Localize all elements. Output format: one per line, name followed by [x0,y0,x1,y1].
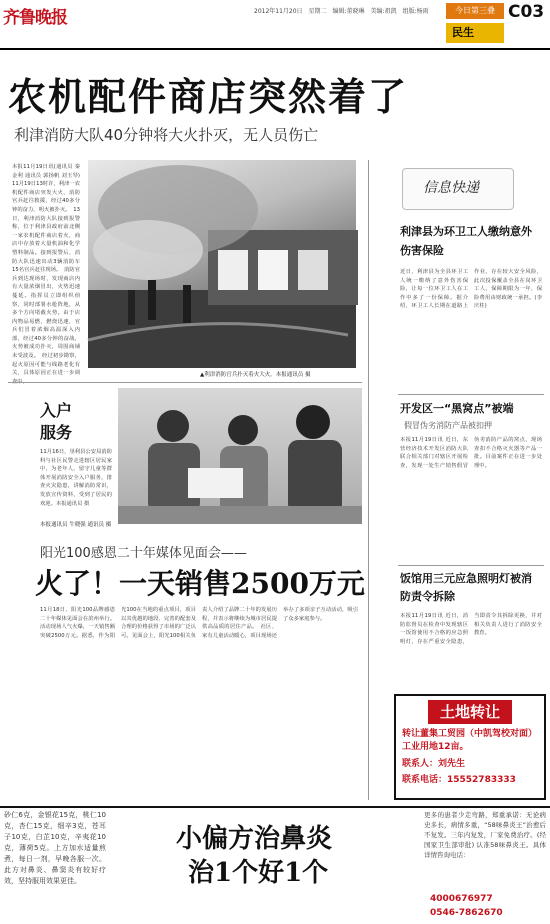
sidebar-item1-body: 近日，利津县为全县环卫工人统一缴纳了意外伤害保险，让每一位环卫工人在工作中多了一份保障。据介绍，环卫工人长期在道路上作业，存在较大安全风险，此次投保覆盖全县在岗环卫工人，保障期限为一年，保险费用由财政统一承担。(李庆柱) [400,269,542,310]
entry-photo [118,388,362,524]
bottom-rule [0,806,550,808]
dateline: 2012年11月20日 星期二 编辑:董晓琳 美编:祖凯 组版:杨雨 [254,8,429,15]
media-kicker: 阳光100感恩二十年媒体见面会—— [40,546,247,561]
ad-phone: 联系电话：15552783333 [402,775,516,785]
sidebar-divider-2 [398,565,544,566]
media-body: 11月18日，阳光100品牌感恩二十年媒体见面会在滨州举行。活动现场人气火爆，一天销售额突破2500万元。据悉，作为阳光100在当地的重点项目，项目以其优越的地段、完善的配套及合理的价格获得了市场的广泛认可。见面会上，阳光100相关负责人介绍了品牌二十年的发展历程，并表示将继续为城市居民提供高品质的居住产品。 社区、家有儿童活动暖心，项目现场还举办了多项亲子互动活动，吸引了众多家庭参与。 [40,607,358,639]
header-rule [0,48,550,50]
sidebar-item2-body: 本报11月19日讯 近日，东营经济技术开发区消防大队联合相关部门对辖区开展检查，发现一处生产销售假冒伪劣消防产品的窝点，现场查扣不合格灭火器等产品一批。目前案件正在进一步处理中。 [400,437,542,469]
today-label: 今日第三叠 [446,3,504,19]
badge-label: 信息快递 [423,180,479,196]
bottom-phone-1: 4000676977 [430,894,493,904]
sidebar-item2-sub: 假冒伪劣消防产品被扣押 [404,421,492,430]
sidebar-item3-title: 饭馆用三元应急照明灯被消防责令拆除 [400,572,532,603]
land-transfer-ad [394,694,546,800]
section-divider [8,382,362,383]
lead-subhead: 利津消防大队40分钟将大火扑灭，无人员伤亡 [14,126,319,144]
sidebar-item2-title: 开发区一“黑窝点”被端 [400,402,514,415]
fire-scene-drawing [88,160,356,368]
fire-photo-caption: ▲利津消防官兵扑灭着火大火。本报通讯员 摄 [200,372,311,378]
bottom-right-body: 更多的患者少走弯路，郑重承诺：无论病史多长，病情多重，“58味鼻炎王”治愈后不复发。三年内复发，厂家免费治疗。(经国家卫生部审批) 认准58味鼻炎王。具体详情咨询电话： [424,811,546,859]
sidebar-item3-body: 本报11月19日讯 近日，消防监督员在检查中发现辖区一饭馆使用不合格的应急照明灯，存在严重安全隐患，当即责令其拆除更换，并对相关负责人进行了消防安全教育。 [400,613,542,645]
news-express-badge [402,168,514,210]
ad-contact: 联系人：刘先生 [402,759,466,769]
entry-label: 入户服务 [40,401,73,442]
ad-title: 土地转让 [428,700,512,724]
entry-scene-drawing [118,388,362,524]
masthead-logo: 齐鲁晚报 [3,8,67,28]
entry-body: 11月16日，垦利县公安局消防科与社区民警走进辖区居民家中，为老年人、留守儿童等群体开展消防安全入户服务，排查火灾隐患，讲解消防常识，发放宣传资料，受到了居民的欢迎。本报通讯员 摄 [40,449,112,507]
section-label: 民生 [446,23,504,43]
entry-caption: 本报通讯员 牛晓强 通讯员 摄 [40,522,112,528]
lead-headline: 农机配件商店突然着了 [8,74,409,119]
page-number: C03 [508,2,545,22]
bottom-headline-1: 小偏方治鼻炎 [176,824,333,854]
page-header [0,0,550,46]
sidebar-item1-title: 利津县为环卫工人缴纳意外伤害保险 [400,225,532,257]
ad-line1: 转让董集工贸园（中凯驾校对面）工业用地12亩。 [402,729,538,752]
bottom-left-body: 砂仁6克，金银花15克，桃仁10克，杏仁15克，细辛3克，苍耳子10克，白芷10克，辛夷花10克，薄荷5克。上方加水适量煎煮，每日一剂，早晚各服一次。此方对鼻炎、鼻窦炎有较好疗效，坚持服用效果更佳。 [4,811,106,885]
bottom-phone-2: 0546-7862670 [430,908,503,918]
bottom-headline-2: 治1个好1个 [188,858,329,888]
fire-photo [88,160,356,368]
column-divider [368,160,369,800]
lead-body: 本报11月19日讯(通讯员 秦金利 通讯员 郭扬帆 刘玉琴) 11月19日13时许，利津一农机配件商店突发大火，消防官兵赶往救援，经过40多分钟的奋力，明火被扑灭。 13日，利津消防大队接到报警称，位于利津县政府前北侧一家农机配件商店着火，商店中存放着大量机油和化学塑料制品。接到报警后，消防大队迅速出动3辆消防车15名官兵赶往现场。 消防官兵到达现场时，发现商店内有大量浓烟冒出，火势迅速蔓延。指挥员立即组织侦察，同时部署水枪阵地，从多个方向堵截火势。由于店内物品易燃，燃烧迅速，官兵们冒着浓烟高温深入内部，经过40多分钟的奋战，火势被成功扑灭，周围商铺未受波及。 经过初步勘察，起火原因可能与线路老化有关，具体原因正在进一步调 [12,164,80,377]
media-headline: 火了！一天销售2500万元 [35,567,365,600]
sidebar-divider-1 [398,394,544,395]
